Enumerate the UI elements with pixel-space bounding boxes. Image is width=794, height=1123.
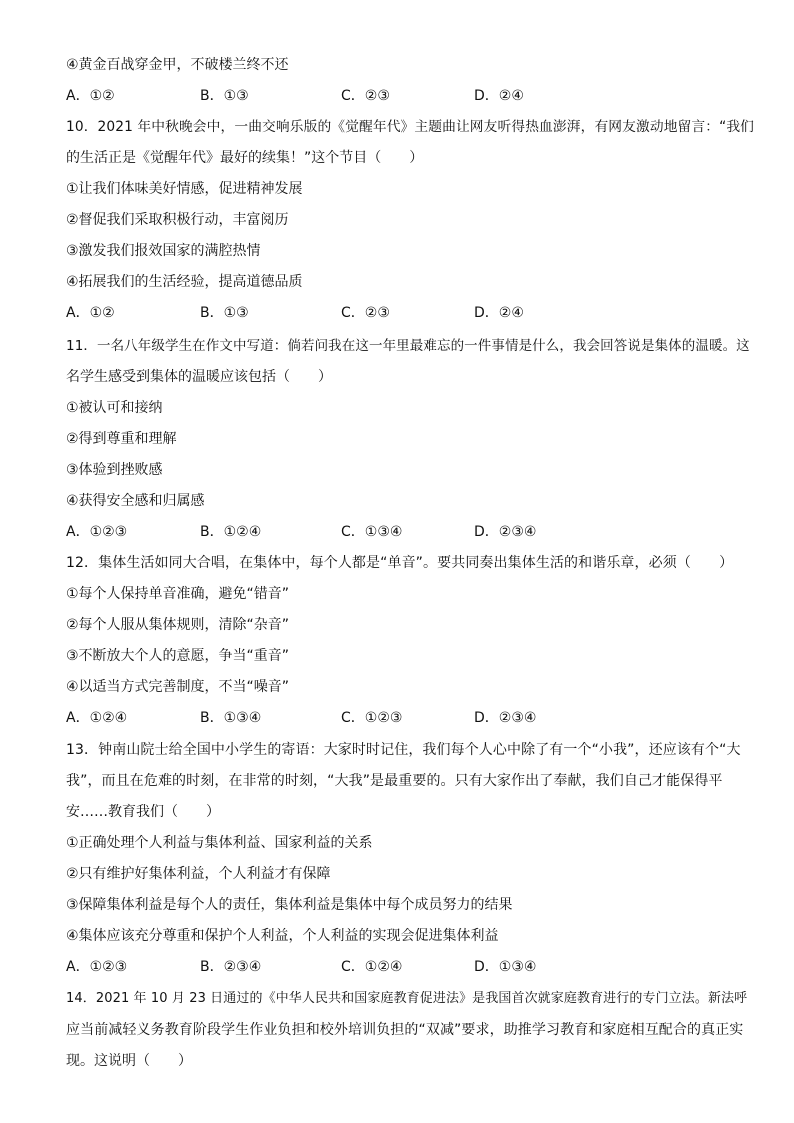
- q9-statement-4: ④黄金百战穿金甲，不破楼兰终不还: [66, 57, 289, 73]
- q12-statement-1: ①每个人保持单音准确，避免“错音”: [66, 586, 290, 602]
- q10-statement-1: ①让我们体味美好情感，促进精神发展: [66, 181, 303, 197]
- q14-stem-line-1: 14．2021 年 10 月 23 日通过的《中华人民共和国家庭教育促进法》是我国首次就家庭教育进行的专门立法。新法呼: [66, 991, 748, 1006]
- q12-statement-4: ④以适当方式完善制度，不当“噪音”: [66, 679, 290, 695]
- q10-statement-3: ③激发我们报效国家的满腔热情: [66, 243, 261, 259]
- q12-statement-2: ②每个人服从集体规则，清除“杂音”: [66, 617, 290, 633]
- q12-stem-line-1: 12．集体生活如同大合唱，在集体中，每个人都是“单音”。要共同奏出集体生活的和谐乐章，必须（ ）: [66, 555, 734, 571]
- q11-statement-1: ①被认可和接纳: [66, 400, 163, 416]
- q12-statement-3: ③不断放大个人的意愿，争当“重音”: [66, 648, 290, 664]
- q10-stem-line-2: 的生活正是《觉醒年代》最好的续集！”这个节目（ ）: [66, 150, 424, 166]
- q13-stem-line-2: 我”，而且在危难的时刻，在非常的时刻，“大我”是最重要的。只有大家作出了奉献，我们自己才能保得平: [66, 773, 723, 789]
- q13-stem-line-3: 安……教育我们（ ）: [66, 804, 220, 820]
- q13-option-c[interactable]: C．①②④: [341, 959, 403, 975]
- q9-option-a[interactable]: A．①②: [66, 88, 115, 104]
- q13-option-b[interactable]: B．②③④: [200, 959, 262, 975]
- q13-stem-line-1: 13．钟南山院士给全国中小学生的寄语：大家时时记住，我们每个人心中除了有一个“小我”，还应该有个“大: [66, 742, 741, 758]
- q9-option-d[interactable]: D．②④: [474, 88, 524, 104]
- q11-option-c[interactable]: C．①③④: [341, 524, 403, 540]
- q13-option-a[interactable]: A．①②③: [66, 959, 128, 975]
- q13-statement-2: ②只有维护好集体利益，个人利益才有保障: [66, 866, 331, 882]
- q13-statement-1: ①正确处理个人利益与集体利益、国家利益的关系: [66, 835, 373, 851]
- q13-statement-3: ③保障集体利益是每个人的责任，集体利益是集体中每个成员努力的结果: [66, 897, 513, 913]
- q12-option-c[interactable]: C．①②③: [341, 710, 403, 726]
- q9-option-c[interactable]: C．②③: [341, 88, 390, 104]
- q12-option-d[interactable]: D．②③④: [474, 710, 537, 726]
- q14-stem-line-3: 现。这说明（ ）: [66, 1053, 192, 1069]
- q11-option-b[interactable]: B．①②④: [200, 524, 262, 540]
- q11-option-d[interactable]: D．②③④: [474, 524, 537, 540]
- q10-statement-4: ④拓展我们的生活经验，提高道德品质: [66, 274, 303, 290]
- q11-option-a[interactable]: A．①②③: [66, 524, 128, 540]
- q10-option-a[interactable]: A．①②: [66, 305, 115, 321]
- q10-option-d[interactable]: D．②④: [474, 305, 524, 321]
- q11-stem-line-2: 名学生感受到集体的温暖应该包括（ ）: [66, 369, 332, 385]
- q14-stem-line-2: 应当前减轻义务教育阶段学生作业负担和校外培训负担的“双减”要求，助推学习教育和家庭相互配合的真正实: [66, 1022, 744, 1038]
- q11-stem-line-1: 11．一名八年级学生在作文中写道：倘若问我在这一年里最难忘的一件事情是什么，我会回答说是集体的温暖。这: [66, 338, 750, 354]
- q12-option-a[interactable]: A．①②④: [66, 710, 128, 726]
- q10-stem-line-1: 10．2021 年中秋晚会中，一曲交响乐版的《觉醒年代》主题曲让网友听得热血澎湃，有网友激动地留言：“我们: [66, 119, 755, 135]
- q11-statement-2: ②得到尊重和理解: [66, 431, 177, 447]
- q13-statement-4: ④集体应该充分尊重和保护个人利益，个人利益的实现会促进集体利益: [66, 928, 499, 944]
- q10-option-b[interactable]: B．①③: [200, 305, 249, 321]
- q10-option-c[interactable]: C．②③: [341, 305, 390, 321]
- q9-option-b[interactable]: B．①③: [200, 88, 249, 104]
- q11-statement-3: ③体验到挫败感: [66, 462, 163, 478]
- q10-statement-2: ②督促我们采取积极行动，丰富阅历: [66, 212, 289, 228]
- q12-option-b[interactable]: B．①③④: [200, 710, 262, 726]
- q13-option-d[interactable]: D．①③④: [474, 959, 537, 975]
- q11-statement-4: ④获得安全感和归属感: [66, 493, 205, 509]
